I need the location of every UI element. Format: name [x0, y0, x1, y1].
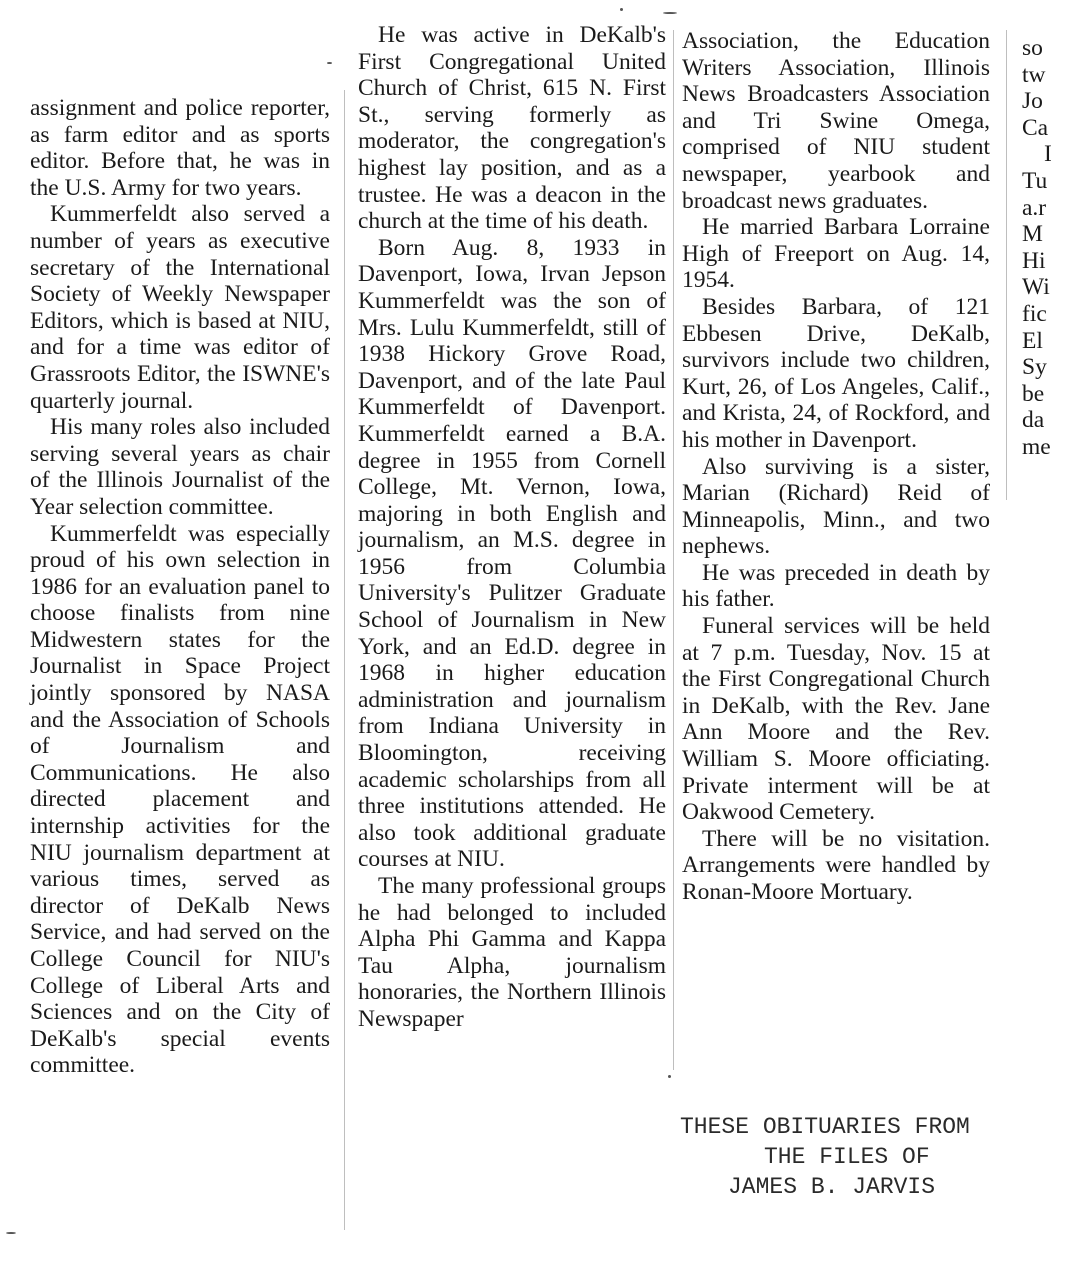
- print-speck: [327, 62, 332, 64]
- cropped-fragment: Tu: [1022, 167, 1048, 194]
- typed-attribution-note: [680, 1112, 1050, 1202]
- cropped-fragment: me: [1022, 433, 1051, 460]
- print-speck: [620, 8, 623, 11]
- paragraph: He married Barbara Lorraine High of Freeport on Aug. 14, 1954.: [682, 214, 990, 294]
- article-column-4-cropped: [1022, 35, 1082, 461]
- cropped-fragment: Hi: [1022, 247, 1046, 274]
- paragraph: The many professional groups he had belonged to included Alpha Phi Gamma and Kappa Tau Alpha, journalism honoraries, the Northern Illinois Newspaper: [358, 873, 666, 1032]
- print-speck: [668, 1075, 671, 1078]
- paragraph: Also surviving is a sister, Marian (Richard) Reid of Minneapolis, Minn., and two nephews.: [682, 453, 990, 560]
- cropped-fragment: Sy: [1022, 354, 1047, 381]
- column-rule: [673, 30, 674, 1070]
- cropped-fragment: tw: [1022, 61, 1046, 88]
- paragraph: He was preceded in death by his father.: [682, 559, 990, 613]
- cropped-fragment: M: [1022, 221, 1043, 248]
- paragraph: There will be no visitation. Arrangements were handled by Ronan-Moore Mortuary.: [682, 825, 990, 905]
- cropped-fragment: Jo: [1022, 88, 1043, 115]
- paragraph: Association, the Education Writers Association, Illinois News Broadcasters Association and Tri Swine Omega, comprised of NIU student newspaper, yearbook and broadcast news graduates.: [682, 28, 990, 214]
- cropped-fragment: be: [1022, 380, 1045, 407]
- column-rule: [1006, 30, 1007, 500]
- cropped-fragment: I: [1044, 141, 1052, 168]
- article-column-3: [682, 28, 990, 906]
- print-speck: [6, 1232, 16, 1234]
- cropped-fragment: fic: [1022, 300, 1047, 327]
- cropped-fragment: da: [1022, 407, 1045, 434]
- paragraph: assignment and police reporter, as farm editor and as sports editor. Before that, he was in the U.S. Army for two years.: [30, 95, 330, 201]
- note-line: THESE OBITUARIES FROM: [680, 1114, 970, 1140]
- article-column-1: [30, 95, 330, 1079]
- cropped-fragment: El: [1022, 327, 1043, 354]
- note-line: THE FILES OF: [764, 1144, 930, 1170]
- cropped-fragment: so: [1022, 35, 1043, 61]
- column-rule: [344, 90, 345, 1230]
- cropped-fragment: Ca: [1022, 114, 1049, 141]
- cropped-fragment: a.r: [1022, 194, 1047, 221]
- paragraph: Born Aug. 8, 1933 in Davenport, Iowa, Irvan Jepson Kummerfeldt was the son of Mrs. Lulu Kummerfeldt, still of 1938 Hickory Grove Road, Davenport, and of the late Paul Kummerfeldt of Davenport. Kummerfeldt earned a B.A. degree in 1955 from Cornell College, Mt. Vernon, Iowa, majoring in both English and journalism, an M.S. degree in 1956 from Columbia University's Pulitzer Graduate School of Journalism in New York, and an Ed.D. degree in 1968 in higher education administration and journalism from Indiana University in Bloomington, receiving academic scholarships from all three institutions attended. He also took additional graduate courses at NIU.: [358, 234, 666, 873]
- article-column-2: [358, 22, 666, 1033]
- paragraph: Besides Barbara, of 121 Ebbesen Drive, DeKalb, survivors include two children, Kurt, 26, of Los Angeles, Calif., and Krista, 24, of Rockford, and his mother in Davenport.: [682, 293, 990, 453]
- paragraph: He was active in DeKalb's First Congregational United Church of Christ, 615 N. First St., serving formerly as moderator, the congregation's highest lay position, and as a trustee. He was a deacon in the church at the time of his death.: [358, 22, 666, 235]
- paragraph: Kummerfeldt was especially proud of his own selection in 1986 for an evaluation panel to choose finalists from nine Midwestern states for the Journalist in Space Project jointly sponsored by NASA and the Association of Schools of Journalism and Communications. He also directed placement and internship activities for the NIU journalism department at various times, served as director of DeKalb News Service, and had served on the College Council for NIU's College of Liberal Arts and Sciences and on the City of DeKalb's special events committee.: [30, 520, 330, 1079]
- note-line: JAMES B. JARVIS: [728, 1174, 936, 1200]
- paragraph: Funeral services will be held at 7 p.m. Tuesday, Nov. 15 at the First Congregational Church in DeKalb, with the Rev. Jane Ann Moore and the Rev. William S. Moore officiating. Private interment will be at Oakwood Cemetery.: [682, 613, 990, 826]
- cropped-fragment: Wi: [1022, 274, 1050, 301]
- paragraph: His many roles also included serving several years as chair of the Illinois Journalist of the Year selection committee.: [30, 414, 330, 520]
- paragraph: Kummerfeldt also served a number of years as executive secretary of the International Society of Weekly Newspaper Editors, which is based at NIU, and for a time was editor of Grassroots Editor, the ISWNE's quarterly journal.: [30, 201, 330, 414]
- print-speck: [663, 12, 677, 14]
